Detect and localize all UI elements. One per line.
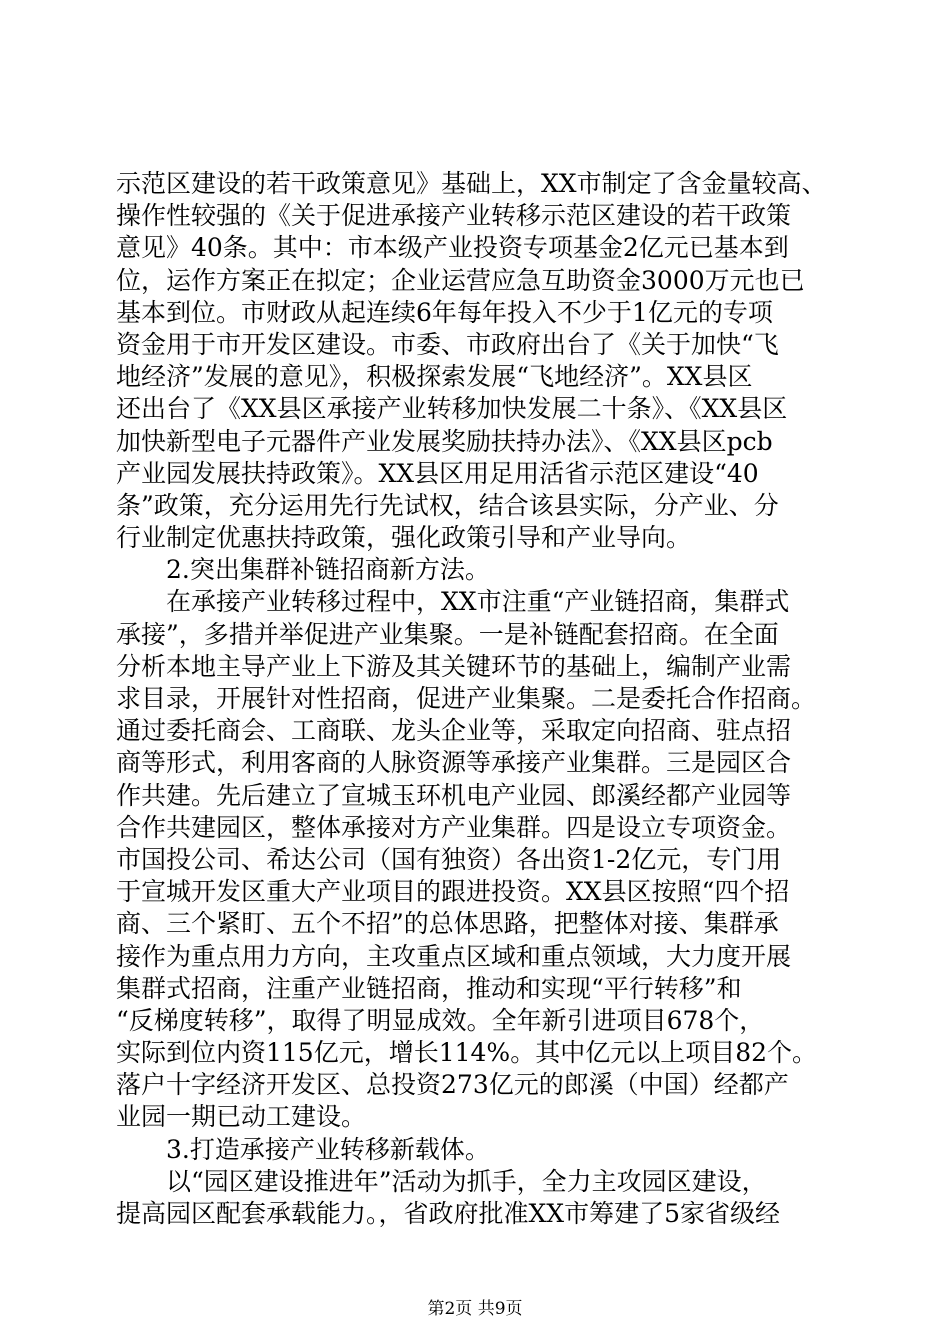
text-line: 示范区建设的若干政策意见》基础上，XX市制定了含金量较高、 <box>116 169 827 198</box>
text-line: 2.突出集群补链招商新方法。 <box>116 555 490 585</box>
text-line: “反梯度转移”，取得了明显成效。全年新引进项目678个， <box>116 1005 765 1035</box>
text-line: 作共建。先后建立了宣城玉环机电产业园、郎溪经都产业园等 <box>116 780 792 810</box>
text-line: 实际到位内资115亿元，增长114%。其中亿元以上项目82个。 <box>116 1038 818 1068</box>
page-footer: 第2页 共9页 <box>427 1299 523 1319</box>
text-line: 3.打造承接产业转移新载体。 <box>116 1134 490 1164</box>
text-line: 基本到位。市财政从起连续6年每年投入不少于1亿元的专项 <box>116 297 773 327</box>
text-line: 分析本地主导产业上下游及其关键环节的基础上，编制产业需 <box>116 651 792 681</box>
text-line: 通过委托商会、工商联、龙头企业等，采取定向招商、驻点招 <box>116 716 792 746</box>
text-line: 商、三个紧盯、五个不招”的总体思路，把整体对接、集群承 <box>116 909 779 939</box>
text-line: 承接”，多措并举促进产业集聚。一是补链配套招商。在全面 <box>116 619 779 649</box>
text-line: 地经济”发展的意见》，积极探索发展“飞地经济”。XX县区 <box>116 362 753 392</box>
text-line: 资金用于市开发区建设。市委、市政府出台了《关于加快“飞 <box>116 329 779 359</box>
text-line: 在承接产业转移过程中，XX市注重“产业链招商，集群式 <box>116 587 790 617</box>
text-line: 位，运作方案正在拟定；企业运营应急互助资金3000万元也已 <box>116 265 805 295</box>
text-line: 合作共建园区，整体承接对方产业集群。四是设立专项资金。 <box>116 812 792 842</box>
text-line: 落户十字经济开发区、总投资273亿元的郎溪（中国）经都产 <box>116 1070 789 1100</box>
text-line: 以“园区建设推进年”活动为抓手，全力主攻园区建设， <box>116 1166 767 1196</box>
text-line: 加快新型电子元器件产业发展奖励扶持办法》、《XX县区pcb <box>116 426 773 456</box>
text-line: 提高园区配套承载能力。，省政府批准XX市筹建了5家省级经 <box>116 1199 781 1228</box>
text-line: 行业制定优惠扶持政策，强化政策引导和产业导向。 <box>116 523 692 553</box>
text-line: 接作为重点用力方向，主攻重点区域和重点领域，大力度开展 <box>116 941 792 971</box>
text-line: 产业园发展扶持政策》。XX县区用足用活省示范区建设“40 <box>116 458 759 488</box>
text-line: 集群式招商，注重产业链招商，推动和实现“平行转移”和 <box>116 973 742 1003</box>
text-line: 操作性较强的《关于促进承接产业转移示范区建设的若干政策 <box>116 201 792 231</box>
text-line: 商等形式，利用客商的人脉资源等承接产业集群。三是园区合 <box>116 748 792 778</box>
text-line: 条”政策，充分运用先行先试权，结合该县实际，分产业、分 <box>116 490 779 520</box>
document-body <box>116 168 836 1230</box>
text-line: 求目录，开展针对性招商，促进产业集聚。二是委托合作招商。 <box>116 684 817 713</box>
text-line: 市国投公司、希达公司（国有独资）各出资1-2亿元，专门用 <box>116 844 782 874</box>
text-line: 于宣城开发区重大产业项目的跟进投资。XX县区按照“四个招 <box>116 877 790 907</box>
text-line: 还出台了《XX县区承接产业转移加快发展二十条》、《XX县区 <box>116 394 788 424</box>
text-line: 意见》40条。其中：市本级产业投资专项基金2亿元已基本到 <box>116 233 789 263</box>
text-line: 业园一期已动工建设。 <box>116 1102 367 1132</box>
